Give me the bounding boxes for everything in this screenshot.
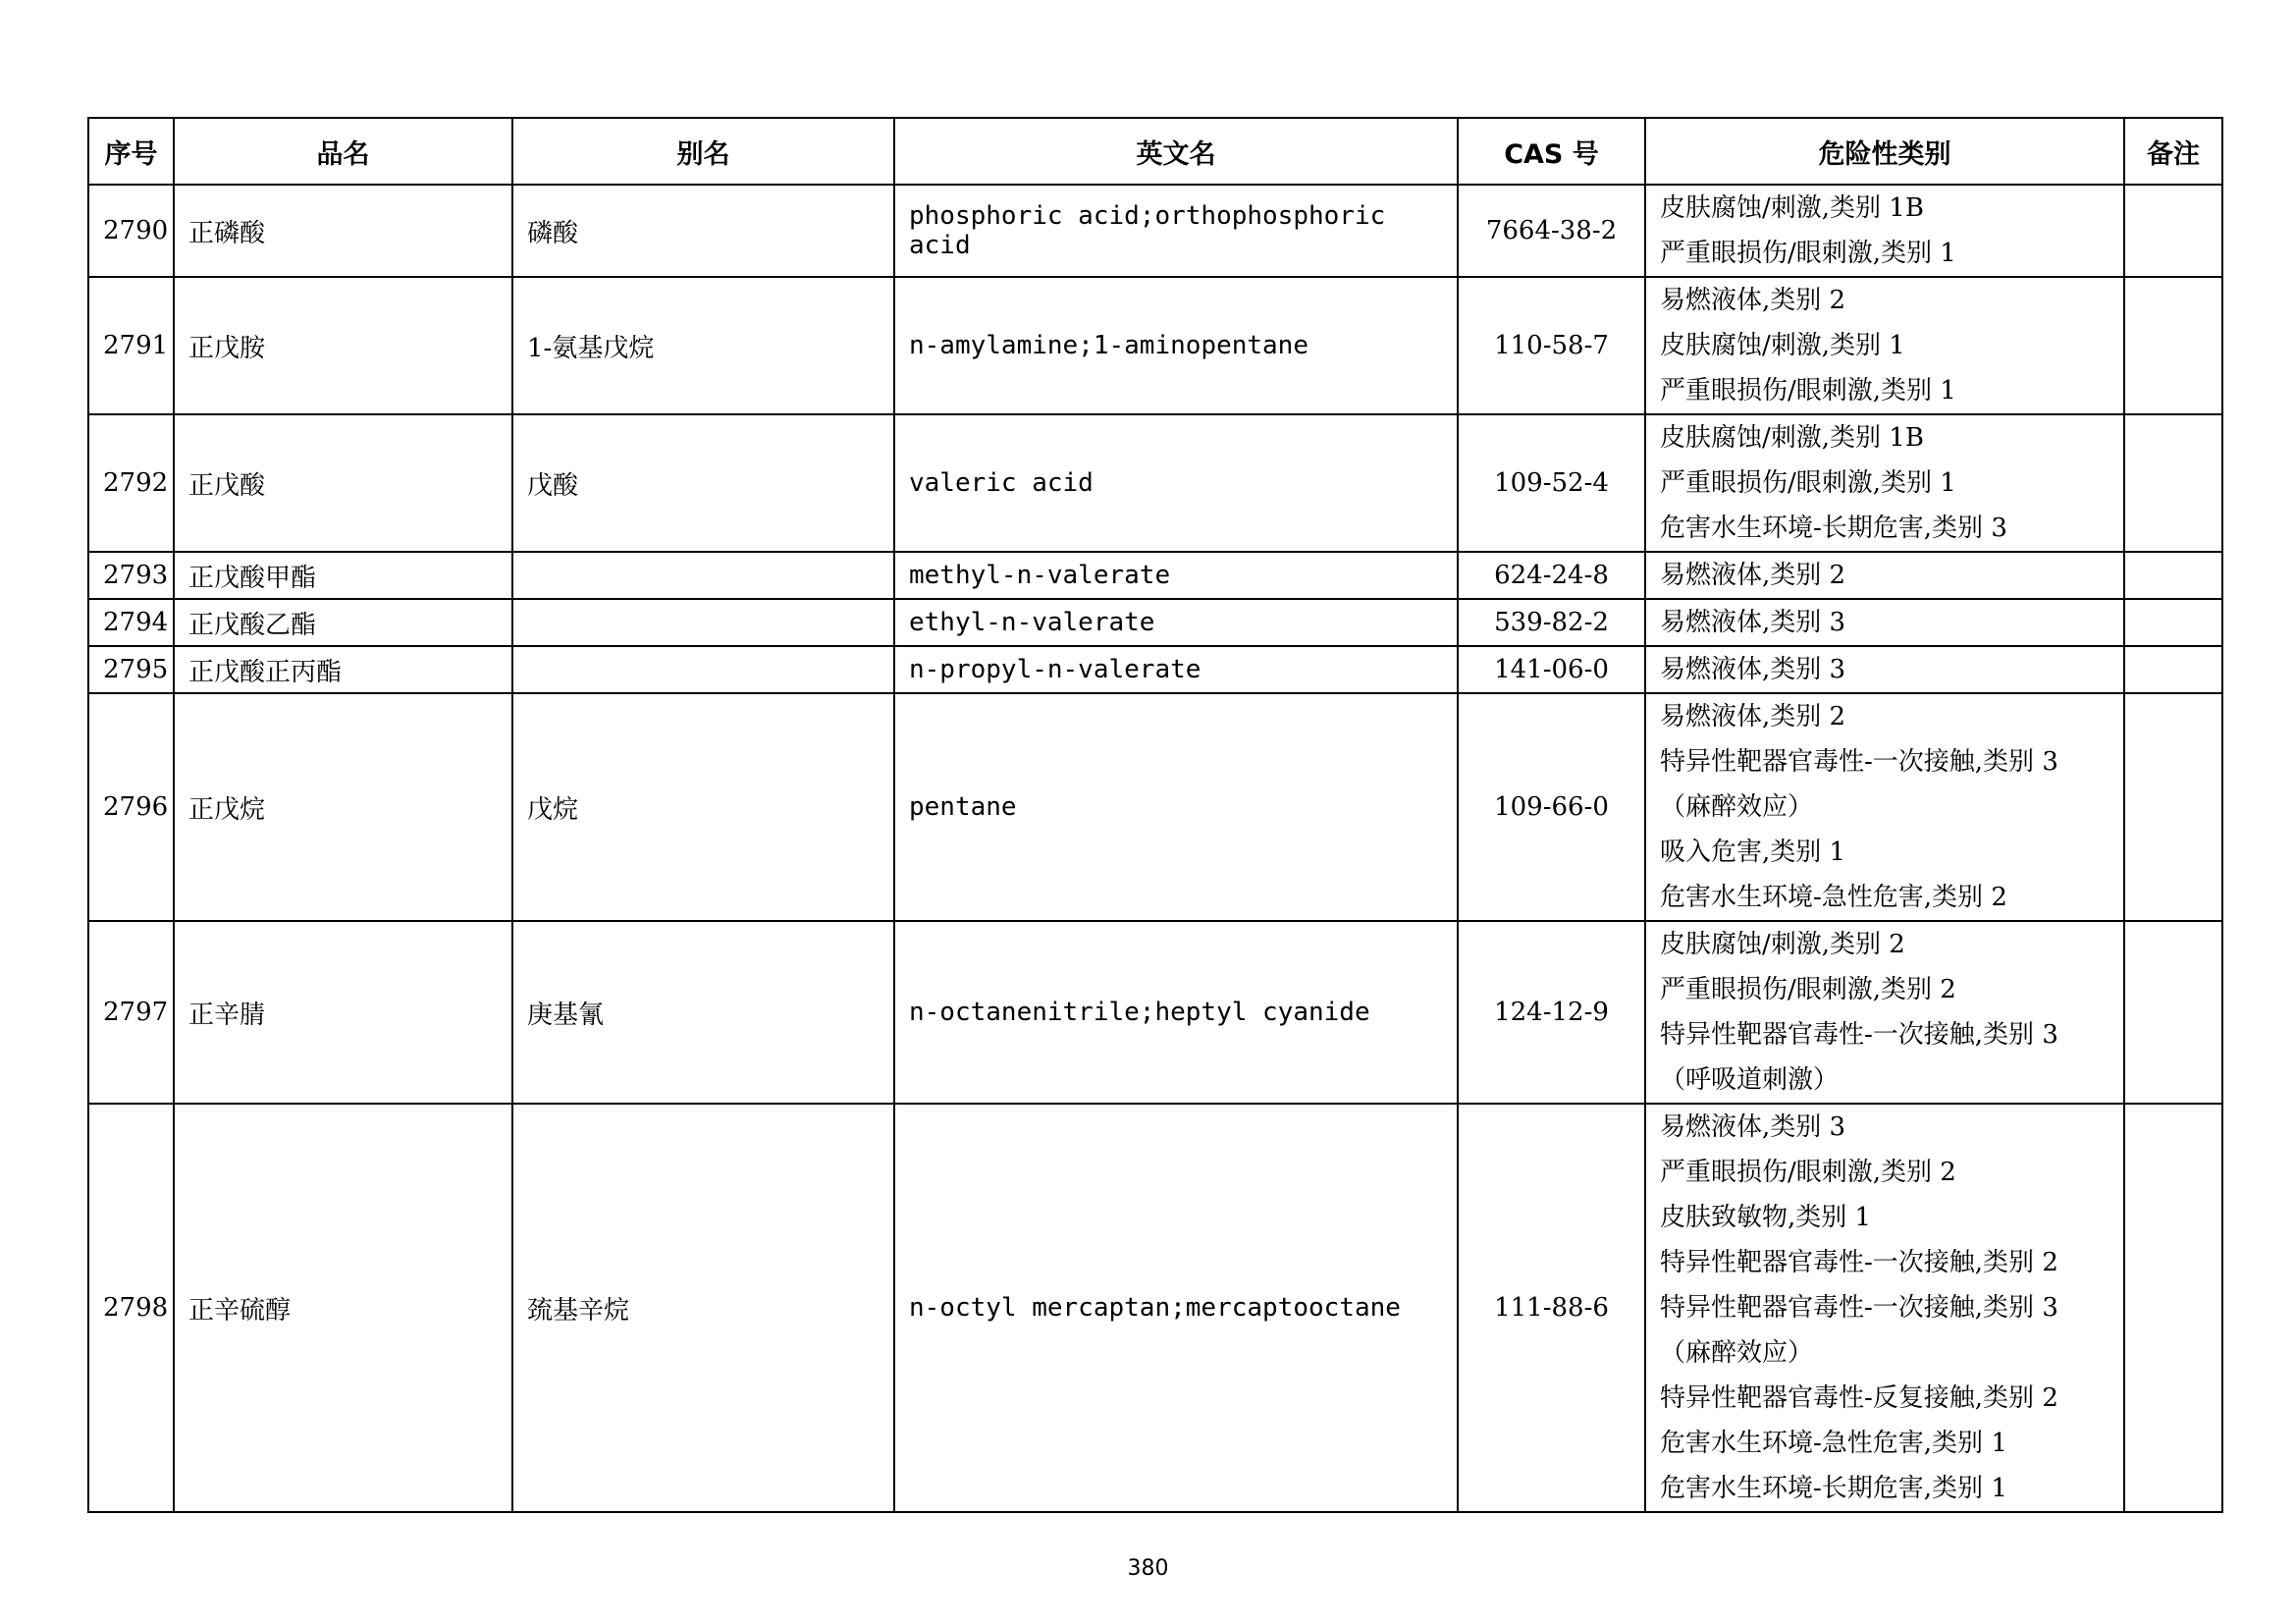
header-note: 备注: [2124, 118, 2222, 185]
hazard-line: 吸入危害,类别 1: [1660, 838, 1846, 867]
header-name: 品名: [174, 118, 512, 185]
hazard-line: 易燃液体,类别 3: [1660, 655, 1846, 684]
cell-note: [2124, 185, 2222, 277]
cell-english: n-octanenitrile;heptyl cyanide: [894, 921, 1458, 1104]
cell-no: 2793: [88, 552, 174, 599]
hazard-line: 易燃液体,类别 3: [1660, 1112, 1846, 1142]
cell-name: 正戊烷: [174, 693, 512, 921]
hazard-line: （麻醉效应）: [1660, 1338, 1814, 1368]
cell-cas: 141-06-0: [1458, 646, 1645, 693]
cell-hazard: [1645, 693, 2124, 921]
cell-english: valeric acid: [894, 414, 1458, 552]
cell-no: 2797: [88, 921, 174, 1104]
cell-hazard: [1645, 646, 2124, 693]
header-english: 英文名: [894, 118, 1458, 185]
cell-alias: [512, 599, 894, 646]
cell-alias: 庚基氰: [512, 921, 894, 1104]
cell-english: pentane: [894, 693, 1458, 921]
table-row: [88, 1104, 2222, 1512]
cell-alias: [512, 646, 894, 693]
cell-name: 正戊酸: [174, 414, 512, 552]
cell-name: 正戊酸正丙酯: [174, 646, 512, 693]
cell-cas: 109-66-0: [1458, 693, 1645, 921]
cell-hazard: [1645, 599, 2124, 646]
cell-english: ethyl-n-valerate: [894, 599, 1458, 646]
header-row: [88, 118, 2222, 185]
cell-name: 正戊酸乙酯: [174, 599, 512, 646]
header-no: 序号: [88, 118, 174, 185]
cell-note: [2124, 277, 2222, 414]
table-row: [88, 552, 2222, 599]
hazard-line: 严重眼损伤/眼刺激,类别 1: [1660, 239, 1956, 268]
hazard-line: 皮肤腐蚀/刺激,类别 2: [1660, 930, 1905, 959]
table-row: [88, 277, 2222, 414]
cell-note: [2124, 921, 2222, 1104]
cell-hazard: [1645, 1104, 2124, 1512]
table-row: [88, 693, 2222, 921]
table-row: [88, 646, 2222, 693]
cell-alias: 戊酸: [512, 414, 894, 552]
cell-note: [2124, 1104, 2222, 1512]
cell-no: 2798: [88, 1104, 174, 1512]
hazard-line: 严重眼损伤/眼刺激,类别 2: [1660, 1158, 1956, 1187]
hazard-line: 皮肤致敏物,类别 1: [1660, 1203, 1872, 1232]
hazard-line: 危害水生环境-急性危害,类别 2: [1660, 883, 2007, 912]
chemical-table: [87, 117, 2223, 1513]
hazard-line: 严重眼损伤/眼刺激,类别 1: [1660, 376, 1956, 406]
cell-english: methyl-n-valerate: [894, 552, 1458, 599]
cell-note: [2124, 599, 2222, 646]
cell-cas: 111-88-6: [1458, 1104, 1645, 1512]
cell-alias: 磷酸: [512, 185, 894, 277]
cell-cas: 539-82-2: [1458, 599, 1645, 646]
cell-english: n-amylamine;1-aminopentane: [894, 277, 1458, 414]
cell-alias: 1-氨基戊烷: [512, 277, 894, 414]
cell-hazard: [1645, 185, 2124, 277]
cell-no: 2790: [88, 185, 174, 277]
cell-english: phosphoric acid;orthophosphoric acid: [894, 185, 1458, 277]
hazard-line: （麻醉效应）: [1660, 792, 1814, 822]
cell-alias: 巯基辛烷: [512, 1104, 894, 1512]
header-alias: 别名: [512, 118, 894, 185]
cell-no: 2796: [88, 693, 174, 921]
page-number: 380: [1127, 1556, 1169, 1581]
cell-english: n-octyl mercaptan;mercaptooctane: [894, 1104, 1458, 1512]
hazard-line: 皮肤腐蚀/刺激,类别 1B: [1660, 423, 1924, 453]
cell-alias: [512, 552, 894, 599]
cell-alias: 戊烷: [512, 693, 894, 921]
cell-hazard: [1645, 552, 2124, 599]
hazard-line: 特异性靶器官毒性-一次接触,类别 2: [1660, 1248, 2058, 1277]
table-row: [88, 599, 2222, 646]
cell-hazard: [1645, 921, 2124, 1104]
cell-cas: 624-24-8: [1458, 552, 1645, 599]
hazard-line: 危害水生环境-急性危害,类别 1: [1660, 1429, 2007, 1458]
table-row: [88, 921, 2222, 1104]
cell-hazard: [1645, 277, 2124, 414]
cell-name: 正磷酸: [174, 185, 512, 277]
hazard-line: 易燃液体,类别 3: [1660, 608, 1846, 637]
hazard-line: 易燃液体,类别 2: [1660, 561, 1846, 590]
hazard-line: 严重眼损伤/眼刺激,类别 1: [1660, 468, 1956, 498]
header-cas: CAS 号: [1458, 118, 1645, 185]
cell-cas: 7664-38-2: [1458, 185, 1645, 277]
hazard-line: 易燃液体,类别 2: [1660, 702, 1846, 731]
cell-no: 2794: [88, 599, 174, 646]
hazard-line: （呼吸道刺激）: [1660, 1065, 1840, 1095]
cell-no: 2792: [88, 414, 174, 552]
table-row: [88, 185, 2222, 277]
hazard-line: 特异性靶器官毒性-反复接触,类别 2: [1660, 1383, 2058, 1413]
hazard-line: 特异性靶器官毒性-一次接触,类别 3: [1660, 1293, 2058, 1323]
cell-note: [2124, 414, 2222, 552]
hazard-line: 易燃液体,类别 2: [1660, 286, 1846, 315]
cell-no: 2791: [88, 277, 174, 414]
header-hazard: 危险性类别: [1645, 118, 2124, 185]
table-body: [88, 185, 2222, 1512]
cell-english: n-propyl-n-valerate: [894, 646, 1458, 693]
hazard-line: 危害水生环境-长期危害,类别 3: [1660, 514, 2007, 543]
hazard-line: 皮肤腐蚀/刺激,类别 1: [1660, 331, 1905, 360]
cell-name: 正戊胺: [174, 277, 512, 414]
hazard-line: 皮肤腐蚀/刺激,类别 1B: [1660, 193, 1924, 223]
cell-name: 正辛硫醇: [174, 1104, 512, 1512]
cell-cas: 124-12-9: [1458, 921, 1645, 1104]
hazard-line: 特异性靶器官毒性-一次接触,类别 3: [1660, 1020, 2058, 1050]
cell-note: [2124, 646, 2222, 693]
cell-note: [2124, 693, 2222, 921]
cell-cas: 110-58-7: [1458, 277, 1645, 414]
cell-note: [2124, 552, 2222, 599]
hazard-line: 严重眼损伤/眼刺激,类别 2: [1660, 975, 1956, 1004]
cell-hazard: [1645, 414, 2124, 552]
cell-cas: 109-52-4: [1458, 414, 1645, 552]
cell-name: 正辛腈: [174, 921, 512, 1104]
table-row: [88, 414, 2222, 552]
hazard-line: 危害水生环境-长期危害,类别 1: [1660, 1474, 2007, 1503]
cell-name: 正戊酸甲酯: [174, 552, 512, 599]
hazard-line: 特异性靶器官毒性-一次接触,类别 3: [1660, 747, 2058, 777]
cell-no: 2795: [88, 646, 174, 693]
